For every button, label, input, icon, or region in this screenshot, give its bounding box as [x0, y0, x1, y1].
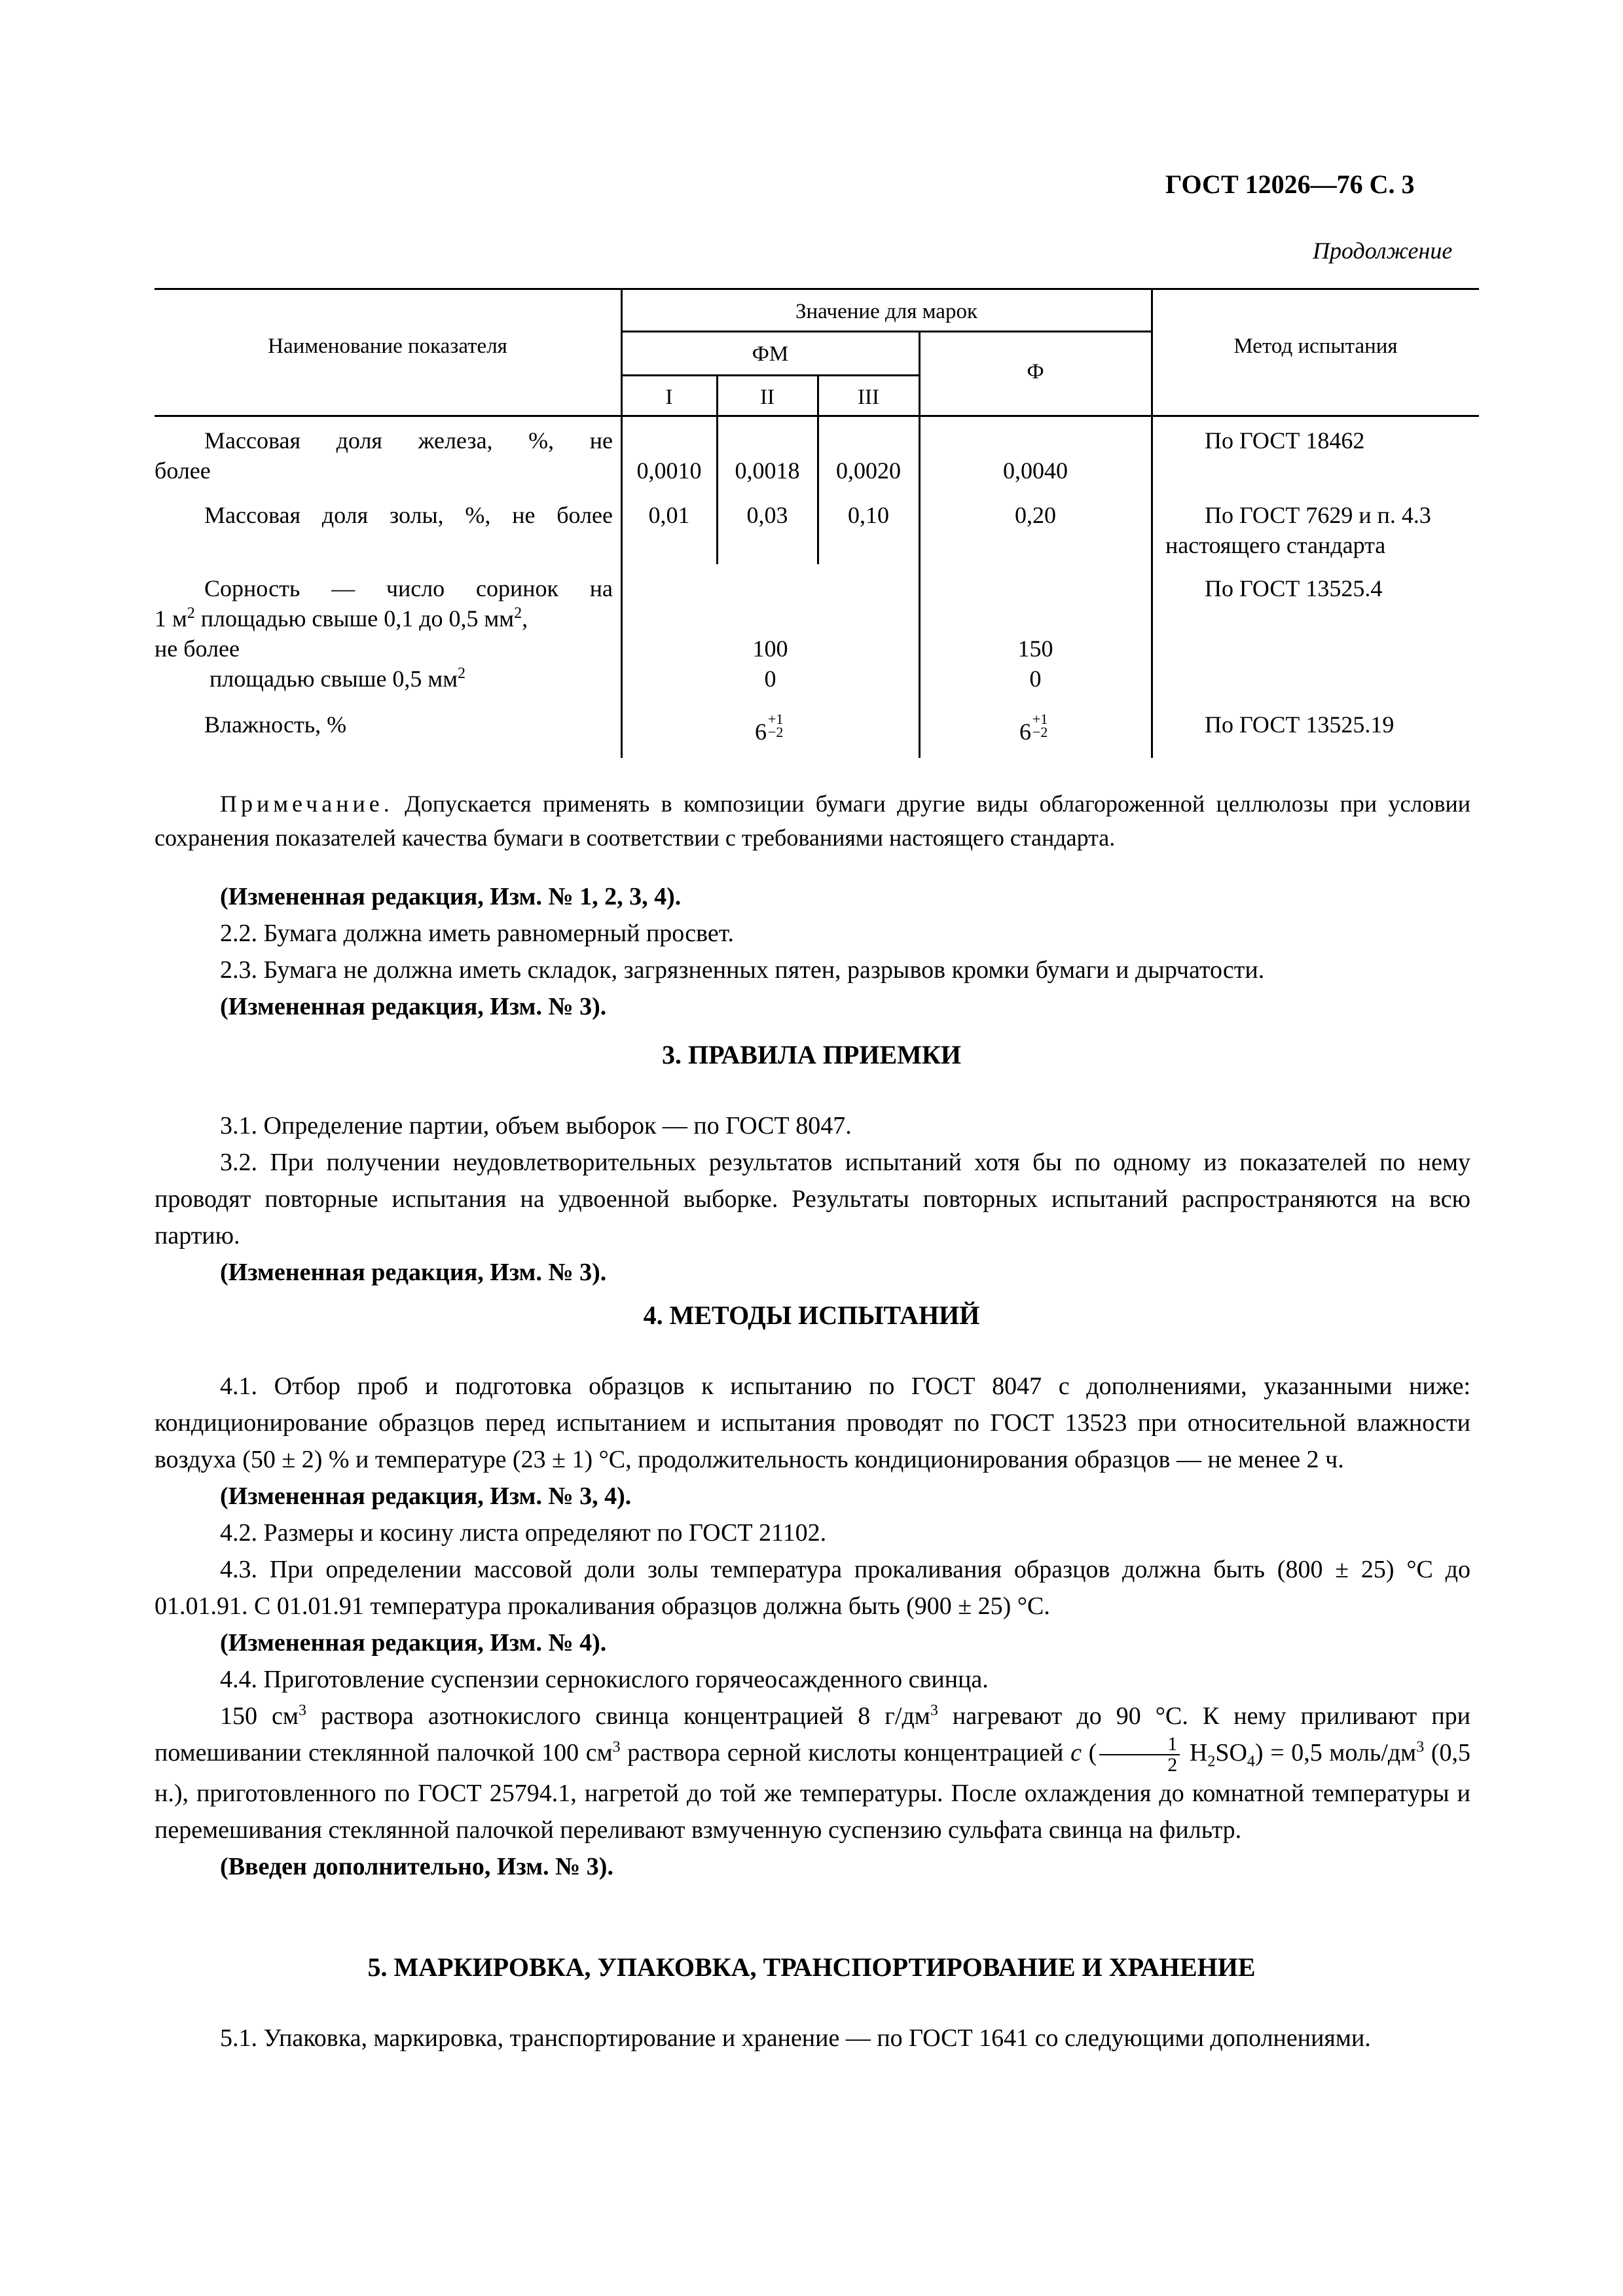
row-name: Массовая доля железа, %, не — [204, 427, 613, 454]
value-ii: 0,03 — [746, 502, 788, 528]
superscript: 2 — [457, 665, 465, 682]
header-f: Ф — [1027, 360, 1044, 384]
amendment-note: (Измененная редакция, Изм. № 3, 4). — [220, 1482, 632, 1510]
text-run: ) = 0,5 моль/дм — [1254, 1739, 1417, 1767]
value-f: 150 — [1017, 636, 1053, 662]
row-name: не более — [155, 636, 240, 662]
header-indicator: Наименование показателя — [268, 334, 507, 358]
header-grade-iii: III — [858, 386, 879, 409]
value-fm: 0 — [764, 666, 776, 692]
tolerance-down: −2 — [768, 724, 784, 740]
base-value: 6 — [755, 719, 767, 745]
section-5-body — [155, 2020, 1470, 2056]
fraction-numerator: 1 — [1099, 1734, 1180, 1755]
value-i: 0,01 — [648, 502, 690, 528]
subscript: 4 — [1247, 1753, 1255, 1770]
table-row — [204, 500, 613, 530]
row-name-cont: более — [155, 457, 211, 484]
text-run: (0,5 н.), приготовленного по ГОСТ 25794.1, нагретой до той же температуры. После охлаждения до комнатной температуры и перемешивания стеклянной палочкой переливают взмученную суспензию сульфата свинца на фильтр. — [155, 1739, 1470, 1844]
amendment-note: (Введен дополнительно, Изм. № 3). — [220, 1853, 613, 1881]
tolerance — [767, 709, 784, 740]
header-method: Метод испытания — [1233, 334, 1398, 358]
superscript: 3 — [612, 1738, 621, 1756]
tolerance-down: −2 — [1032, 724, 1048, 740]
text-run: раствора азотнокислого свинца концентрацией 8 г/дм — [306, 1702, 930, 1730]
paragraph-4-4: 4.4. Приготовление суспензии сернокислого горячеосажденного свинца. — [220, 1666, 989, 1693]
method-line: настоящего стандарта — [1165, 532, 1386, 558]
method — [1165, 500, 1479, 560]
header-grade-ii: II — [760, 386, 775, 409]
document-code: ГОСТ 12026—76 С. 3 — [1165, 170, 1415, 199]
continuation-label: Продолжение — [1313, 238, 1453, 264]
paragraph-4-2: 4.2. Размеры и косину листа определяют по ГОСТ 21102. — [220, 1519, 827, 1547]
fraction-denominator: 2 — [1167, 1754, 1178, 1776]
tolerance-up: +1 — [1032, 711, 1048, 727]
value-f — [1019, 709, 1048, 747]
value-f: 0,0040 — [1003, 457, 1068, 484]
value-ii: 0,0018 — [735, 457, 800, 484]
table-row — [155, 425, 613, 486]
section-2-tail — [155, 878, 1470, 1025]
row-name: Влажность, % — [204, 711, 347, 738]
fraction — [1099, 1734, 1180, 1775]
section-3-body — [155, 1107, 1470, 1291]
superscript: 2 — [187, 605, 195, 622]
row-name — [155, 664, 613, 694]
superscript: 2 — [514, 605, 522, 622]
section-5-title: 5. МАРКИРОВКА, УПАКОВКА, ТРАНСПОРТИРОВАНИЕ И ХРАНЕНИЕ — [367, 1952, 1256, 1982]
section-4-body — [155, 1368, 1470, 1885]
amendment-note: (Измененная редакция, Изм. № 4). — [220, 1629, 607, 1657]
note-paragraph — [155, 787, 1470, 855]
paragraph-2-2: 2.2. Бумага должна иметь равномерный просвет. — [220, 920, 734, 947]
superscript: 3 — [930, 1702, 938, 1719]
properties-table — [0, 0, 1623, 772]
paragraph-3-1: 3.1. Определение партии, объем выборок — по ГОСТ 8047. — [220, 1112, 852, 1139]
paragraph-2-3: 2.3. Бумага не должна иметь складок, загрязненных пятен, разрывов кромки бумаги и дырчатости. — [220, 956, 1265, 984]
row-name: Сорность — число соринок на — [204, 575, 613, 601]
value-fm — [755, 709, 784, 747]
paragraph-5-1: 5.1. Упаковка, маркировка, транспортирование и хранение — по ГОСТ 1641 со следующими дополнениями. — [220, 2024, 1371, 2052]
paragraph-4-4-text — [155, 1698, 1470, 1848]
text-run: раствора серной кислоты концентрацией — [620, 1739, 1071, 1767]
text-run: ( — [1081, 1739, 1097, 1767]
superscript: 3 — [298, 1702, 306, 1719]
value-i: 0,0010 — [636, 457, 702, 484]
amendment-note: (Измененная редакция, Изм. № 3). — [220, 993, 607, 1020]
value-f: 0,20 — [1015, 502, 1056, 528]
base-value: 6 — [1019, 719, 1031, 745]
value-iii: 0,0020 — [836, 457, 901, 484]
method: По ГОСТ 13525.4 — [1205, 575, 1383, 601]
row-name: 1 $м^2$ площадью свыше 0,1 до 0,5 $мм^2$, — [155, 605, 528, 632]
text-run: SO — [1215, 1739, 1247, 1767]
paragraph-4-1: 4.1. Отбор проб и подготовка образцов к испытанию по ГОСТ 8047 с дополнениями, указанными ниже: кондиционирование образцов перед испытанием и испытания проводят по ГОСТ 13523 при относительной влажности воздуха (50 ± 2) % и температуре (23 ± 1) °С, продолжительность кондиционирования образцов — не менее 2 ч. — [155, 1372, 1470, 1473]
method: По ГОСТ 13525.19 — [1205, 711, 1395, 738]
value-iii: 0,10 — [848, 502, 889, 528]
text-run: 150 см — [220, 1702, 299, 1730]
value-fm: 100 — [752, 636, 788, 662]
row-name-part: площадью свыше 0,1 до 0,5 мм — [194, 605, 515, 632]
row-name-part: площадью свыше 0,5 мм — [210, 666, 458, 692]
concentration-symbol: c — [1070, 1739, 1082, 1767]
row-name: Массовая доля золы, %, не более — [204, 502, 613, 528]
section-4-title: 4. МЕТОДЫ ИСПЫТАНИЙ — [643, 1300, 980, 1330]
row-name-part: 1 м — [155, 605, 187, 632]
superscript: 3 — [1416, 1738, 1425, 1756]
header-grade-i: I — [665, 386, 673, 409]
text-run: H — [1182, 1739, 1208, 1767]
table-row — [155, 573, 613, 694]
table-row — [204, 709, 346, 740]
note-label: Примечание. — [220, 791, 393, 817]
paragraph-4-3: 4.3. При определении массовой доли золы температура прокаливания образцов должна быть (800 ± 25) °С до 01.01.91. С 01.01.91 температура прокаливания образцов должна быть (900 ± 25) °С. — [155, 1556, 1470, 1620]
tolerance — [1031, 709, 1048, 740]
value-f: 0 — [1029, 666, 1042, 692]
section-3-title: 3. ПРАВИЛА ПРИЕМКИ — [661, 1040, 961, 1069]
header-fm: ФМ — [752, 342, 789, 366]
paragraph-3-2: 3.2. При получении неудовлетворительных результатов испытаний хотя бы по одному из показателей по нему проводят повторные испытания на удвоенной выборке. Результаты повторных испытаний распространяются на всю партию. — [155, 1149, 1470, 1249]
header-values: Значение для марок — [795, 300, 977, 323]
table-note — [155, 787, 1470, 855]
text-run: нагревают до 90 °С. К нему приливают при помешивании стеклянной палочкой 100 см — [155, 1702, 1470, 1767]
subscript: 2 — [1207, 1753, 1216, 1770]
tolerance-up: +1 — [768, 711, 784, 727]
note-text: Допускается применять в композиции бумаги другие виды облагороженной целлюлозы при условии сохранения показателей качества бумаги в соответствии с требованиями настоящего стандарта. — [155, 791, 1470, 851]
amendment-note: (Измененная редакция, Изм. № 1, 2, 3, 4). — [220, 883, 682, 910]
method-line: По ГОСТ 7629 и п. 4.3 — [1205, 502, 1431, 528]
method: По ГОСТ 18462 — [1205, 427, 1365, 454]
amendment-note: (Измененная редакция, Изм. № 3). — [220, 1259, 607, 1286]
